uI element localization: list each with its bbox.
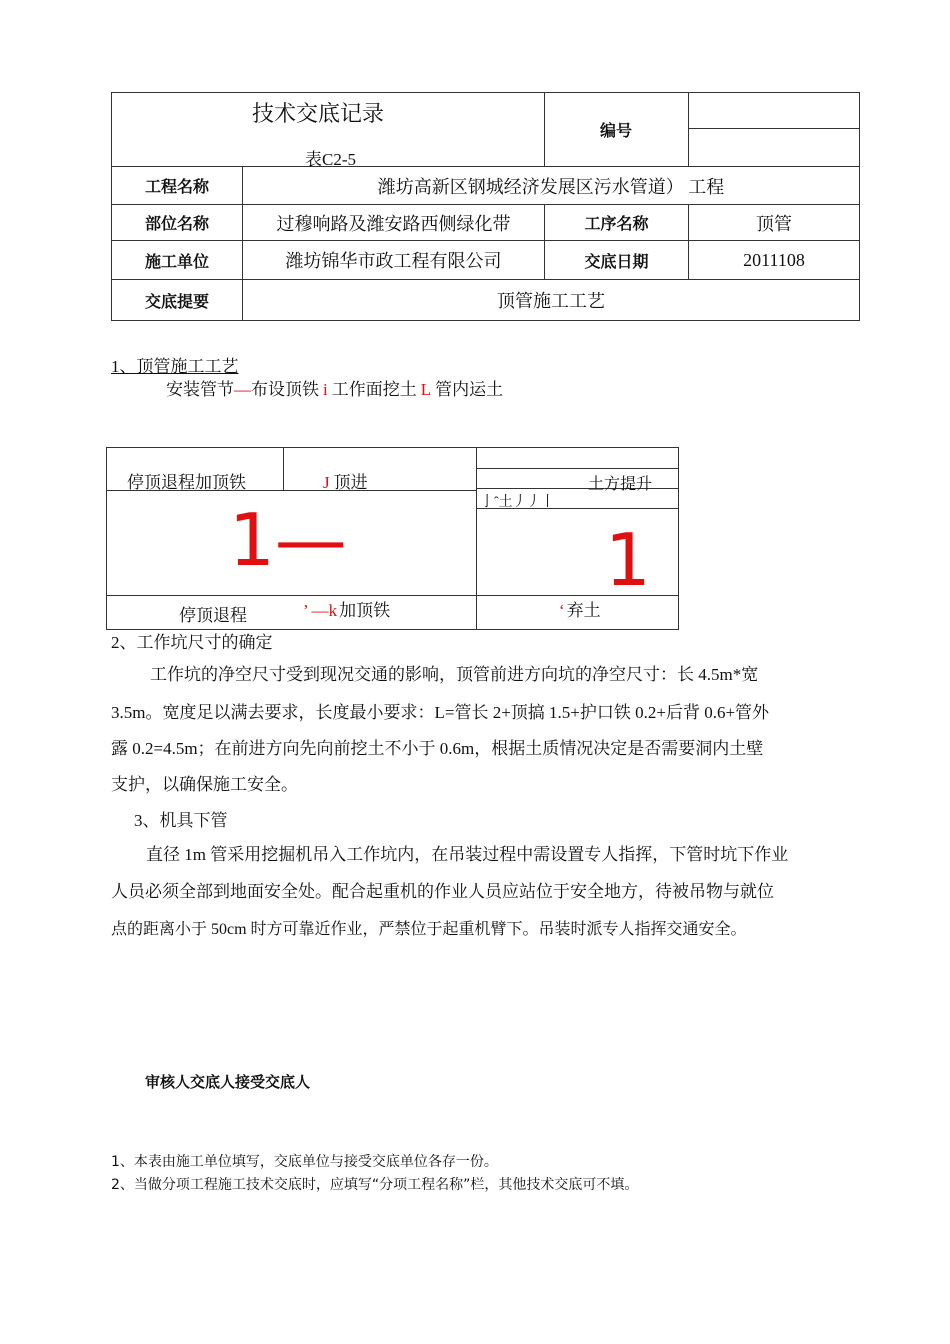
number-label: 编号 — [599, 121, 632, 140]
flow-cell-add — [303, 596, 390, 621]
section-3-heading: 3、机具下管 — [134, 811, 228, 830]
flow-mark: J — [323, 473, 330, 492]
page-title: 技术交底记录 — [252, 102, 385, 127]
flow-arrow: i — [323, 380, 328, 399]
signature-line: 审核人交底人接受交底人 — [145, 1073, 311, 1091]
contractor-value: 潍坊锦华市政工程有限公司 — [285, 251, 502, 271]
location-value: 过穆响路及潍安路西侧绿化带 — [276, 213, 511, 234]
date-value: 2011108 — [743, 249, 805, 270]
project-name-label: 工程名称 — [144, 177, 209, 196]
note-line: 1、本表由施工单位填写，交底单位与接受交底单位各存一份。 — [111, 1154, 498, 1170]
flow-cell-stop: 停顶退程 — [179, 606, 247, 625]
contractor-label: 施工单位 — [144, 251, 209, 271]
flow-step: 布设顶铁 — [251, 380, 319, 399]
flow-arrow: L — [420, 380, 432, 399]
number-value — [688, 129, 859, 166]
flow-cell-add-text: 加顶铁 — [339, 601, 391, 620]
section-1-heading: 1、顶管施工工艺 — [111, 357, 239, 376]
date-label: 交底日期 — [584, 251, 649, 271]
project-name-value: 潍坊高新区钢城经济发展区污水管道） 工程 — [377, 176, 725, 197]
section-2-heading: 2、工作坑尺寸的确定 — [111, 633, 273, 652]
flow-cell-push — [323, 468, 368, 493]
flow-big-mark-right: 1 — [605, 518, 651, 602]
flow-cell-discard — [559, 596, 601, 621]
paragraph-line: 3.5m。宽度足以满去要求，长度最小要求：L=管长 2+顶搞 1.5+护口铁 0.2+后背 0.6+管外 — [111, 703, 770, 722]
paragraph-line: 支护，以确保施工安全。 — [111, 775, 298, 794]
process-label: 工序名称 — [584, 214, 649, 233]
flow-cell-push-text: 顶进 — [333, 473, 368, 492]
paragraph-line: 人员必须全部到地面安全处。配合起重机的作业人员应站位于安全地方，待被吊物与就位 — [111, 882, 774, 901]
flow-cell-stop-add: 停顶退程加顶铁 — [127, 473, 246, 492]
table-divider — [476, 468, 678, 469]
flow-step: 安装管节 — [166, 380, 234, 399]
paragraph-line: 直径 1m 管采用挖掘机吊入工作坑内，在吊装过程中需设置专人指挥，下管时坑下作业 — [146, 845, 789, 864]
process-flow-line — [166, 377, 503, 403]
table-divider — [283, 448, 284, 490]
paragraph-line: 露 0.2=4.5m；在前进方向先向前挖土不小于 0.6m，根据土质情况决定是否需要洞内土壁 — [111, 739, 764, 758]
location-label: 部位名称 — [144, 214, 209, 233]
note-line: 2、当做分项工程施工技术交底时，应填写“分项工程名称”栏，其他技术交底可不填。 — [111, 1177, 639, 1193]
flow-mark: ’ —k — [303, 601, 338, 620]
flow-mark: ‘ — [559, 601, 565, 620]
table-divider — [476, 448, 477, 629]
paragraph-line: 工作坑的净空尺寸受到现况交通的影响，顶管前进方向坑的净空尺寸：长 4.5m*宽 — [150, 665, 759, 684]
flow-step: 管内运土 — [435, 380, 504, 399]
flow-cell-discard-text: 弃土 — [566, 601, 601, 620]
flow-table — [106, 447, 679, 630]
flow-cell-lift: 土方提升 — [588, 476, 653, 493]
flow-cell-sub: 亅ˆ土丿丿丨 — [480, 495, 555, 510]
paragraph-line: 点的距离小于 50cm 时方可靠近作业，严禁位于起重机臂下。吊装时派专人指挥交通安全。 — [111, 921, 747, 938]
summary-label: 交底提要 — [144, 291, 209, 311]
flow-step: 工作面挖土 — [331, 380, 417, 399]
flow-big-mark-left: 1— — [229, 498, 347, 582]
summary-value: 顶管施工工艺 — [497, 291, 605, 311]
form-number: 表C2-5 — [305, 150, 356, 169]
flow-arrow: — — [234, 380, 251, 399]
header-table — [111, 92, 860, 321]
process-value: 顶管 — [756, 213, 792, 234]
